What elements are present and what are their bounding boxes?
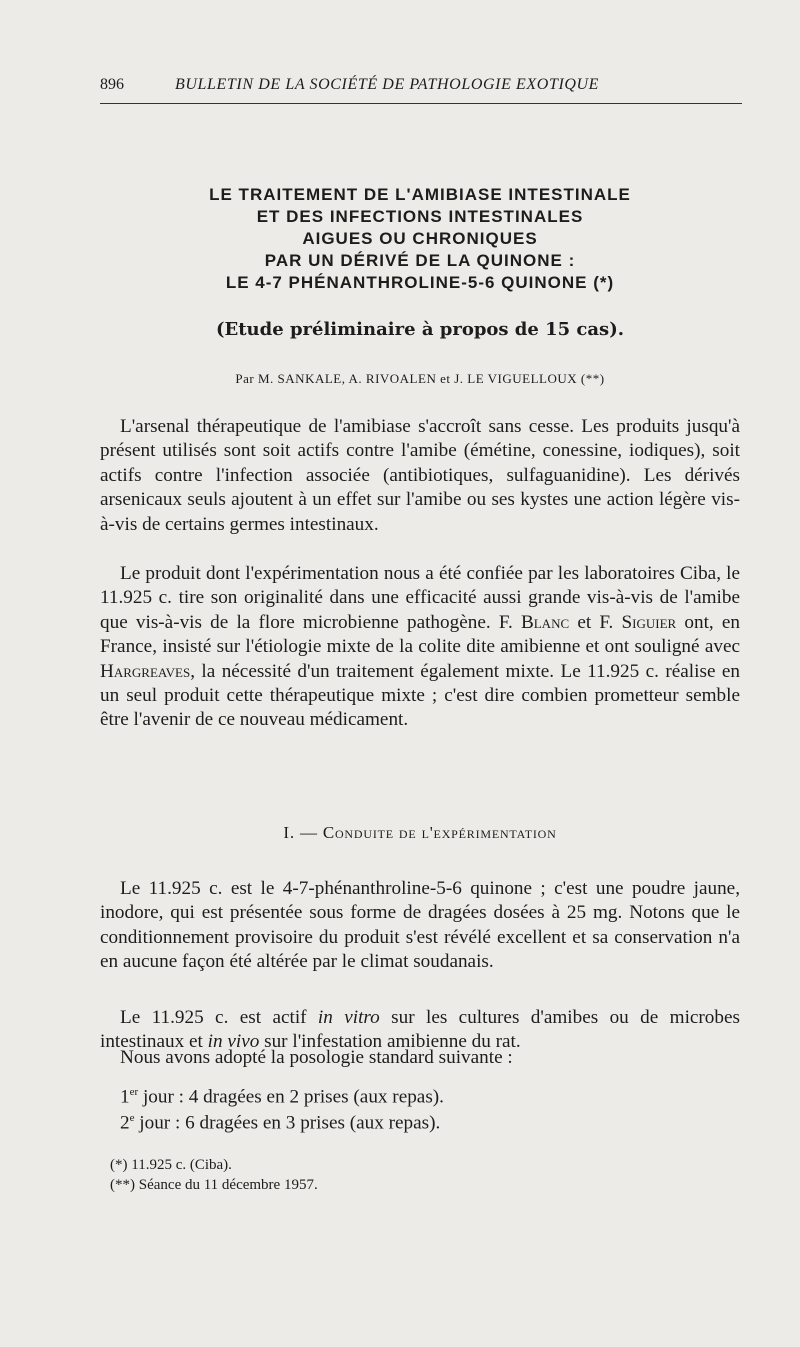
article-title [100,184,740,294]
author-name-siguier: Siguier [621,611,677,633]
section-numeral: I. — [283,823,323,842]
paragraph-product [100,562,740,733]
article-subtitle: (Etude préliminaire à propos de 15 cas). [216,319,624,340]
term-in-vivo: in vivo [207,1031,260,1053]
term-in-vitro: in vitro [317,1007,380,1028]
paragraph-intro [100,415,740,537]
paragraph-text: Le 11.925 c. est le 4-7-phénanthroline-5-6 quinone ; c'est une poudre jaune, inodore, qui est présentée sous forme de dragées dosées à 25 mg. Notons que le conditionnement provisoire du produit s'est révélé excellent et sa conservation n'a en aucune façon été altérée par le climat soudanais. [100,878,740,973]
text-run: Le produit dont l'expérimentation nous a été confiée par les laboratoires Ciba, le 11.925 c. tire son originalité dans une efficacité aussi grande vis-à-vis de l'amibe que vis-à-vis de la flore microbienne pathogène. F. [100,563,740,633]
dosage-ordinal: e [129,1112,135,1124]
text-run: Le 11.925 c. est actif [120,1007,318,1028]
dosage-text: jour : 6 dragées en 3 prises (aux repas). [134,1112,441,1134]
title-line: PAR UN DÉRIVÉ DE LA QUINONE : [264,251,576,270]
paragraph-posology [100,1046,740,1070]
dosage-line [100,1106,740,1136]
header-rule [100,103,742,104]
text-run: sur l'infestation amibienne du rat. [259,1031,521,1053]
footnote [110,1155,730,1175]
footnote [110,1175,730,1195]
article-authors: Par M. SANKALE, A. RIVOALEN et J. LE VIGUELLOUX (**) [235,371,605,386]
footnote-mark: (**) [110,1177,135,1193]
author-name-hargreaves: Hargreaves [100,660,191,682]
paragraph-compound [100,877,740,975]
footnote-text: 11.925 c. (Ciba). [127,1157,232,1173]
title-line: AIGUES OU CHRONIQUES [302,229,538,248]
text-run: ont, en France, insisté sur l'étiologie mixte de la colite dite amibienne et ont souligné avec [100,611,740,658]
author-name-blanc: Blanc [520,611,570,633]
footnote-mark: (*) [110,1157,128,1173]
footnote-text: Séance du 11 décembre 1957. [135,1177,318,1193]
section-heading [100,823,740,843]
dosage-text: jour : 4 dragées en 2 prises (aux repas). [138,1086,444,1108]
section-title: Conduite de l'expérimentation [322,823,557,842]
text-run: , la nécessité d'un traitement également mixte. Le 11.925 c. réalise en un seul produit cette thérapeutique mixte ; c'est dire combien prometteur semble être l'avenir de ce nouveau médicament. [100,660,740,731]
dosage-day: 1 [120,1086,130,1108]
title-line: LE TRAITEMENT DE L'AMIBIASE INTESTINALE [209,185,631,204]
text-run: et F. [569,611,622,633]
paragraph-text: Nous avons adopté la posologie standard suivante : [120,1047,513,1068]
footnotes [110,1155,730,1195]
dosage-ordinal: er [129,1086,139,1098]
running-head [100,76,740,100]
page-number: 896 [100,76,124,93]
paragraph-text: L'arsenal thérapeutique de l'amibiase s'accroît sans cesse. Les produits jusqu'à présent utilisés sont soit actifs contre l'amibe (émétine, conessine, iodiques), soit actifs contre l'infection associée (antibiotiques, sulfaguanidine). Les dérivés arsenicaux seuls ajoutent à un effet sur l'amibe ou ses kystes une action légère vis-à-vis de certains germes intestinaux. [100,416,740,535]
dosage-day: 2 [120,1112,130,1134]
dosage-item [100,1106,740,1136]
title-line: ET DES INFECTIONS INTESTINALES [256,207,584,226]
journal-title: BULLETIN DE LA SOCIÉTÉ DE PATHOLOGIE EXOTIQUE [175,76,600,93]
title-line: LE 4-7 PHÉNANTHROLINE-5-6 QUINONE (*) [225,273,615,292]
text-run: sur les cultures d'amibes ou de microbes intestinaux et [100,1007,740,1053]
paragraph-text [100,562,740,733]
